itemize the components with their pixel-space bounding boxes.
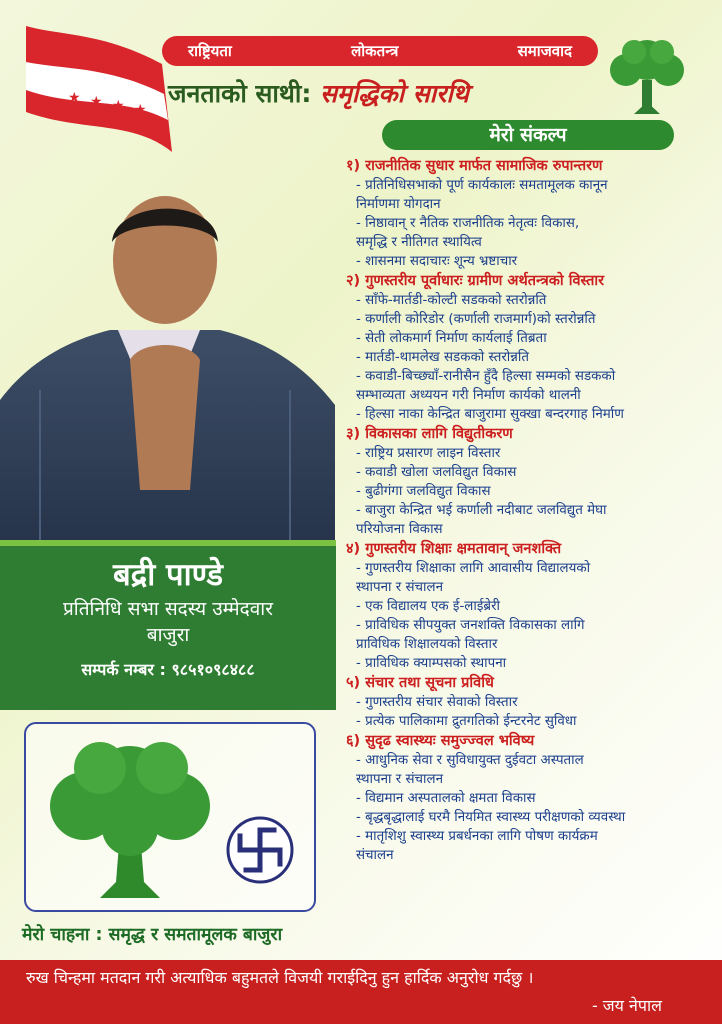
candidate-name: बद्री पाण्डे [113, 557, 223, 593]
slogan-socialism: समाजवाद [517, 42, 572, 60]
manifesto-item: - निष्ठावान् र नैतिक राजनीतिक नेतृत्वः विकास, [356, 216, 580, 231]
manifesto-item: - बाजुरा केन्द्रित भई कर्णाली नदीबाट जलविद्युत मेघा [356, 503, 607, 518]
svg-text:★: ★ [112, 98, 125, 114]
manifesto-item: - गुणस्तरीय शिक्षाका लागि आवासीय विद्यालयको [356, 561, 591, 576]
manifesto-item: - हिल्सा नाका केन्द्रित बाजुरामा सुक्खा बन्दरगाह निर्माण [356, 407, 624, 422]
manifesto-item: - प्राविधिक सीपयुक्त जनशक्ति विकासका लागि [356, 618, 585, 633]
party-flag-icon [22, 24, 172, 154]
swastika-icon [226, 816, 294, 884]
manifesto-item: निर्माणमा योगदान [356, 197, 441, 212]
tree-icon [604, 36, 690, 118]
slogan-bar [162, 36, 598, 66]
manifesto-item: - आधुनिक सेवा र सुविधायुक्त दुईवटा अस्पताल [356, 753, 584, 768]
slogan-democracy: लोकतन्त्र [351, 42, 399, 60]
manifesto-item: - शासनमा सदाचारः शून्य भ्रष्टाचार [356, 254, 518, 269]
manifesto-item: संचालन [356, 848, 394, 863]
manifesto-item: - प्रत्येक पालिकामा द्रुतगतिको ईन्टरनेट सुविधा [356, 714, 577, 729]
manifesto-list [346, 156, 706, 865]
tagline-part2: समृद्धिको सारथि [311, 79, 469, 108]
tagline [168, 76, 598, 110]
manifesto-item: - कर्णाली कोरिडोर (कर्णाली राजमार्ग)को स्तरोन्नति [356, 312, 596, 327]
manifesto-item: - बृद्धबृद्धालाई घरमै नियमित स्वास्थ्य परीक्षणको व्यवस्था [356, 810, 626, 825]
manifesto-item: समृद्धि र नीतिगत स्थायित्व [356, 235, 482, 250]
svg-text:★: ★ [90, 94, 103, 110]
signoff: - जय नेपाल [591, 996, 662, 1015]
manifesto-item: - मातृशिशु स्वास्थ्य प्रबर्धनका लागि पोषण कार्यक्रम [356, 829, 598, 844]
manifesto-item: - विद्यमान अस्पतालको क्षमता विकास [356, 791, 536, 806]
candidate-district: बाजुरा [146, 624, 190, 646]
manifesto-item: - प्राविधिक क्याम्पसको स्थापना [356, 656, 507, 671]
manifesto-item: सम्भाव्यता अध्ययन गरी निर्माण कार्यको थालनी [356, 388, 581, 403]
manifesto-item: परियोजना विकास [356, 522, 443, 537]
section-title: ४) गुणस्तरीय शिक्षाः क्षमतावान् जनशक्ति [346, 541, 562, 557]
tree-icon [40, 732, 220, 904]
candidate-position: प्रतिनिधि सभा सदस्य उम्मेदवार [62, 598, 274, 620]
section-title: ३) विकासका लागि विद्युतीकरण [346, 426, 513, 442]
appeal-bar [0, 960, 722, 1024]
tagline-part1: जनताको साथी: [168, 79, 312, 108]
election-symbol-box [24, 722, 316, 912]
candidate-info-box [0, 540, 336, 710]
section-title: ५) संचार तथा सूचना प्रविधि [346, 675, 494, 691]
candidate-photo [0, 190, 335, 550]
manifesto-item: स्थापना र संचालन [356, 772, 443, 787]
manifesto-heading: मेरो संकल्प [382, 120, 674, 150]
candidate-contact: सम्पर्क नम्बर : ९८५१०९८४८८ [81, 660, 255, 679]
manifesto-item: - राष्ट्रिय प्रसारण लाइन विस्तार [356, 446, 501, 461]
manifesto-item: - प्रतिनिधिसभाको पूर्ण कार्यकालः समतामूलक कानून [356, 178, 608, 193]
manifesto-item: - गुणस्तरीय संचार सेवाको विस्तार [356, 695, 518, 710]
manifesto-item: प्राविधिक शिक्षालयको विस्तार [356, 637, 498, 652]
svg-text:★: ★ [68, 90, 81, 106]
slogan-nationality: राष्ट्रियता [188, 42, 232, 60]
manifesto-item: - साँफे-मार्तडी-कोल्टी सडकको स्तरोन्नति [356, 293, 547, 308]
manifesto-item: - सेती लोकमार्ग निर्माण कार्यलाई तिब्रता [356, 331, 547, 346]
vote-appeal: रुख चिन्हमा मतदान गरी अत्याधिक बहुमतले विजयी गराईदिनु हुन हार्दिक अनुरोध गर्दछु । [26, 968, 534, 987]
manifesto-item: - मार्तडी-थामलेख सडकको स्तरोन्नति [356, 350, 530, 365]
manifesto-item: - एक विद्यालय एक ई-लाईब्रेरी [356, 599, 501, 614]
section-title: २) गुणस्तरीय पूर्वाधारः ग्रामीण अर्थतन्त्रको विस्तार [346, 273, 605, 289]
manifesto-item: - कवाडी-बिच्छ्याँ-रानीसैन हुँदै हिल्सा सम्मको सडकको [356, 369, 616, 384]
section-title: ६) सुदृढ स्वास्थ्यः समुज्ज्वल भविष्य [346, 733, 535, 749]
section-title: १) राजनीतिक सुधार मार्फत सामाजिक रुपान्तरण [346, 158, 603, 174]
svg-text:★: ★ [134, 102, 147, 118]
manifesto-item: - बुढीगंगा जलविद्युत विकास [356, 484, 491, 499]
manifesto-item: - कवाडी खोला जलविद्युत विकास [356, 465, 517, 480]
candidate-aspiration: मेरो चाहना : समृद्ध र समतामूलक बाजुरा [22, 925, 283, 945]
manifesto-item: स्थापना र संचालन [356, 580, 443, 595]
